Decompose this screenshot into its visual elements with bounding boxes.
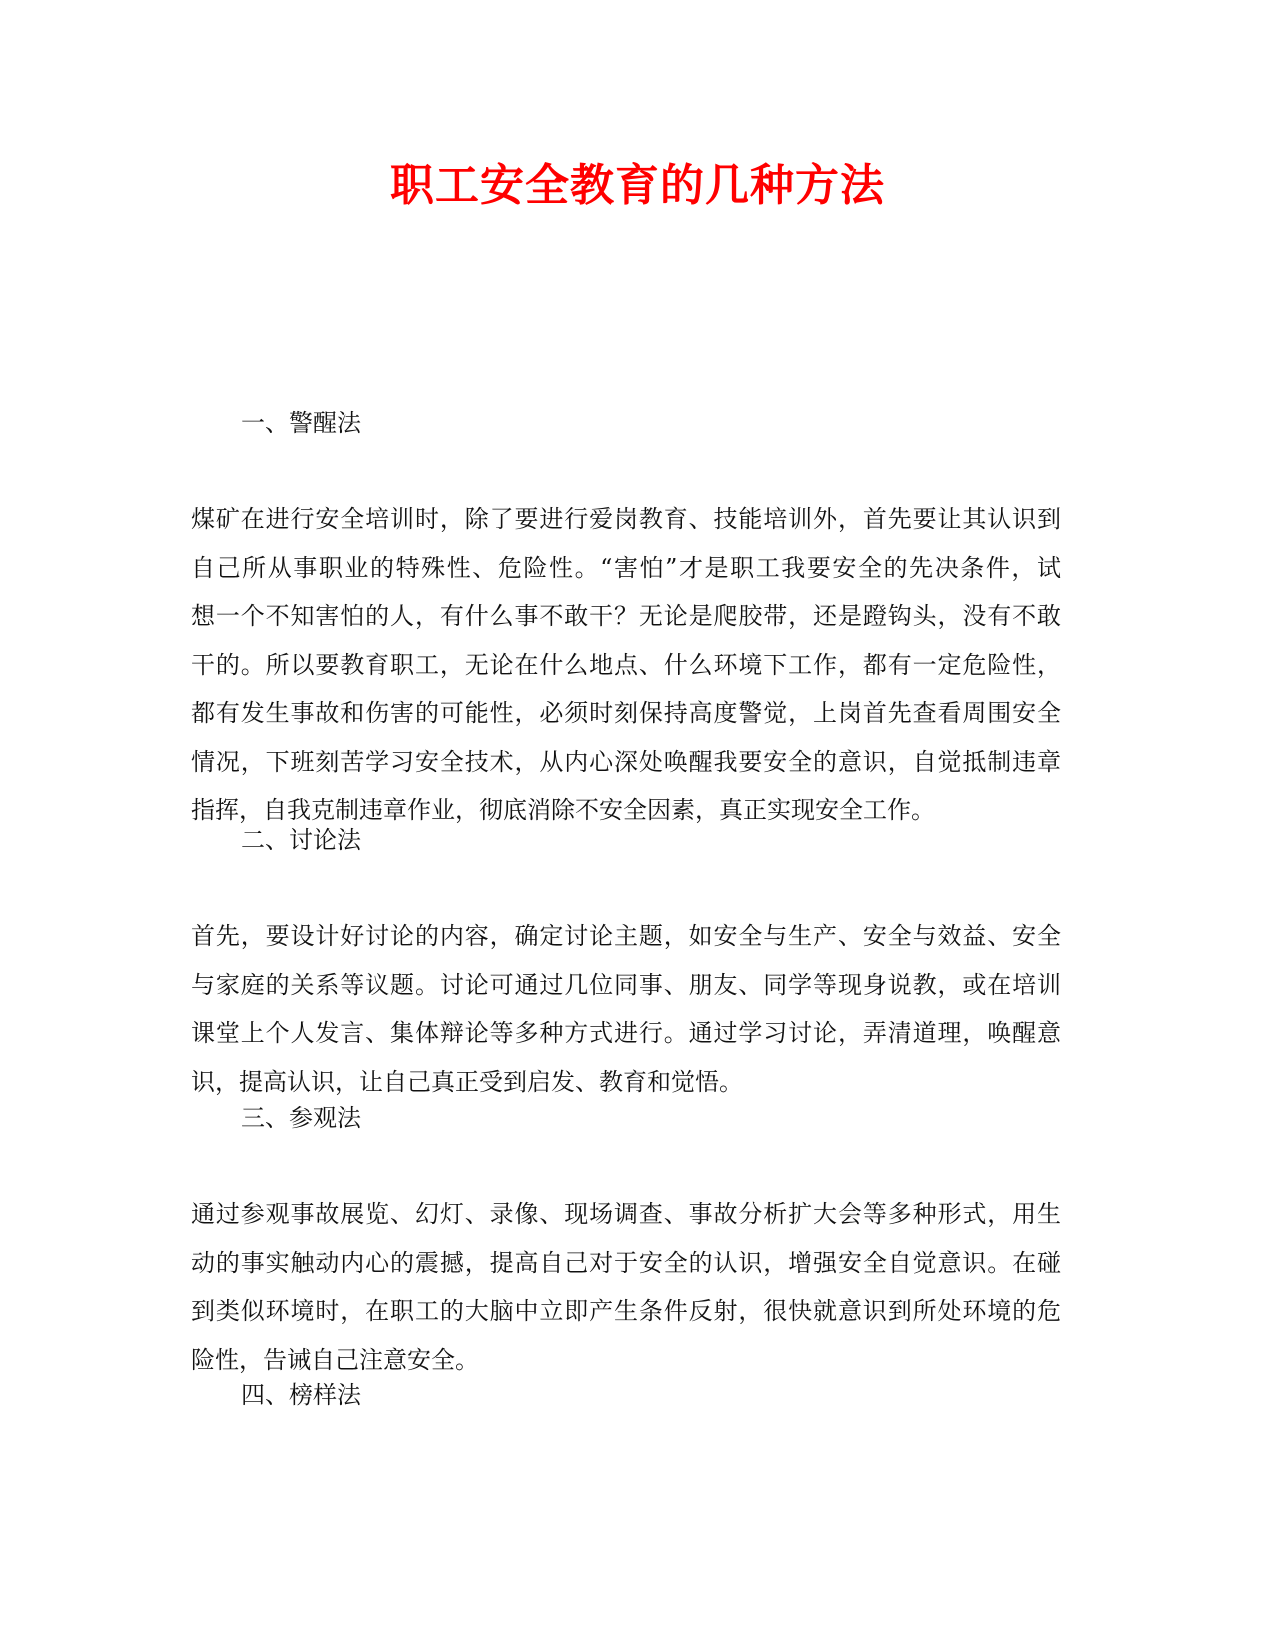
paragraph-line: 都有发生事故和伤害的可能性，必须时刻保持高度警觉，上岗首先查看周围安全 — [191, 699, 1061, 727]
section-heading-2: 二、讨论法 — [241, 826, 361, 854]
paragraph-line: 自己所从事职业的特殊性、危险性。“害怕”才是职工我要安全的先决条件，试 — [191, 553, 1061, 582]
paragraph-line: 动的事实触动内心的震撼，提高自己对于安全的认识，增强安全自觉意识。在碰 — [191, 1248, 1061, 1277]
section-paragraph-2 — [191, 912, 1061, 1106]
section-heading-1: 一、警醒法 — [241, 409, 361, 437]
paragraph-line: 首先，要设计好讨论的内容，确定讨论主题，如安全与生产、安全与效益、安全 — [191, 922, 1061, 950]
section-heading-4: 四、榜样法 — [241, 1381, 361, 1409]
section-paragraph-1 — [191, 495, 1061, 835]
paragraph-line: 煤矿在进行安全培训时，除了要进行爱岗教育、技能培训外，首先要让其认识到 — [191, 505, 1061, 533]
paragraph-line: 识，提高认识，让自己真正受到启发、教育和觉悟。 — [191, 1067, 743, 1096]
section-paragraph-3 — [191, 1190, 1061, 1384]
paragraph-line: 通过参观事故展览、幻灯、录像、现场调查、事故分析扩大会等多种形式，用生 — [191, 1200, 1061, 1228]
paragraph-line: 指挥，自我克制违章作业，彻底消除不安全因素，真正实现安全工作。 — [191, 796, 935, 824]
paragraph-line: 课堂上个人发言、集体辩论等多种方式进行。通过学习讨论，弄清道理，唤醒意 — [191, 1019, 1061, 1047]
paragraph-line: 与家庭的关系等议题。讨论可通过几位同事、朋友、同学等现身说教，或在培训 — [191, 970, 1061, 999]
document-title: 职工安全教育的几种方法 — [390, 160, 885, 211]
paragraph-line: 到类似环境时，在职工的大脑中立即产生条件反射，很快就意识到所处环境的危 — [191, 1297, 1061, 1325]
paragraph-line: 干的。所以要教育职工，无论在什么地点、什么环境下工作，都有一定危险性， — [191, 650, 1061, 679]
paragraph-line: 想一个不知害怕的人，有什么事不敢干？无论是爬胶带，还是蹬钩头，没有不敢 — [191, 602, 1061, 630]
paragraph-line: 情况，下班刻苦学习安全技术，从内心深处唤醒我要安全的意识，自觉抵制违章 — [191, 747, 1061, 776]
paragraph-line: 险性，告诫自己注意安全。 — [191, 1345, 479, 1374]
section-heading-3: 三、参观法 — [241, 1104, 361, 1132]
